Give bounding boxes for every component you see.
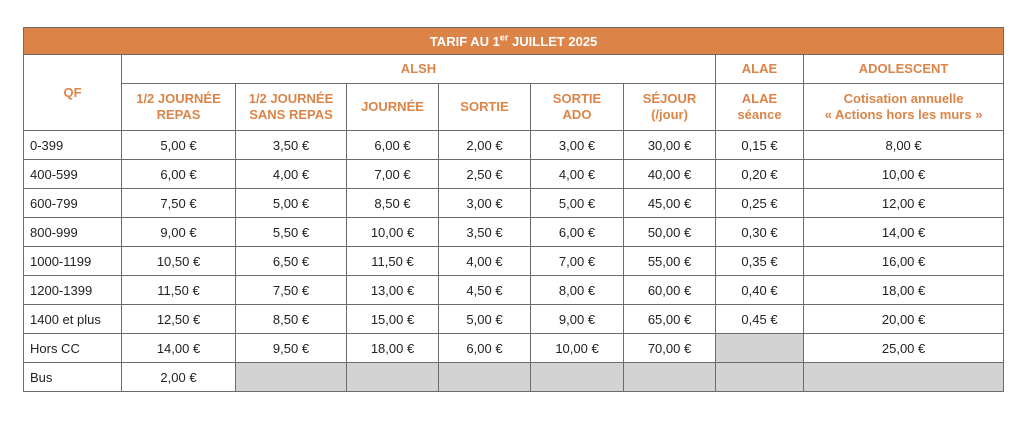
header-line: ADO — [562, 107, 592, 122]
price-cell: 4,00 € — [236, 160, 347, 189]
col-journee — [347, 84, 439, 131]
price-cell: 14,00 € — [122, 334, 236, 363]
price-cell: 3,50 € — [439, 218, 531, 247]
empty-cell — [236, 363, 347, 392]
table-row — [24, 276, 1004, 305]
price-cell: 9,00 € — [122, 218, 236, 247]
price-cell: 4,50 € — [439, 276, 531, 305]
tariff-rows — [24, 131, 1004, 392]
price-cell: 0,45 € — [716, 305, 804, 334]
price-cell: 30,00 € — [624, 131, 716, 160]
header-line: JOURNÉE — [361, 99, 424, 114]
alae-group-header: ALAE — [716, 55, 804, 84]
price-cell: 6,00 € — [347, 131, 439, 160]
header-line: « Actions hors les murs » — [824, 107, 983, 122]
price-cell: 8,50 € — [236, 305, 347, 334]
table-row — [24, 131, 1004, 160]
table-row — [24, 334, 1004, 363]
price-cell: 11,50 € — [122, 276, 236, 305]
price-cell: 8,00 € — [804, 131, 1004, 160]
price-cell: 5,00 € — [439, 305, 531, 334]
col-demi-journee-sans-repas — [236, 84, 347, 131]
price-cell: 0,15 € — [716, 131, 804, 160]
ado-group-header: ADOLESCENT — [804, 55, 1004, 84]
empty-cell — [347, 363, 439, 392]
price-cell: 5,00 € — [236, 189, 347, 218]
price-cell: 8,50 € — [347, 189, 439, 218]
price-cell: 11,50 € — [347, 247, 439, 276]
price-cell: 25,00 € — [804, 334, 1004, 363]
col-sejour — [624, 84, 716, 131]
qf-cell: 800-999 — [24, 218, 122, 247]
price-cell: 13,00 € — [347, 276, 439, 305]
price-cell: 10,50 € — [122, 247, 236, 276]
price-cell: 3,50 € — [236, 131, 347, 160]
qf-cell: Bus — [24, 363, 122, 392]
empty-cell — [531, 363, 624, 392]
price-cell: 18,00 € — [347, 334, 439, 363]
price-cell: 70,00 € — [624, 334, 716, 363]
header-line: (/jour) — [651, 107, 688, 122]
title-superscript: er — [499, 32, 509, 43]
price-cell: 9,00 € — [531, 305, 624, 334]
price-cell: 2,50 € — [439, 160, 531, 189]
price-cell: 10,00 € — [531, 334, 624, 363]
qf-cell: 1200-1399 — [24, 276, 122, 305]
price-cell: 0,40 € — [716, 276, 804, 305]
title-suffix: JUILLET 2025 — [508, 33, 598, 49]
table-row — [24, 363, 1004, 392]
table-row — [24, 160, 1004, 189]
tariff-table — [23, 27, 1004, 392]
price-cell: 10,00 € — [347, 218, 439, 247]
price-cell: 4,00 € — [439, 247, 531, 276]
col-sortie-ado — [531, 84, 624, 131]
price-cell: 2,00 € — [439, 131, 531, 160]
price-cell: 0,30 € — [716, 218, 804, 247]
price-cell: 0,20 € — [716, 160, 804, 189]
price-cell: 12,50 € — [122, 305, 236, 334]
title-prefix: TARIF AU 1 — [429, 33, 500, 49]
price-cell: 5,50 € — [236, 218, 347, 247]
price-cell: 2,00 € — [122, 363, 236, 392]
price-cell: 9,50 € — [236, 334, 347, 363]
price-cell: 6,00 € — [122, 160, 236, 189]
table-row — [24, 189, 1004, 218]
header-line: REPAS — [156, 107, 201, 122]
price-cell: 14,00 € — [804, 218, 1004, 247]
price-cell: 5,00 € — [531, 189, 624, 218]
header-line: SANS REPAS — [249, 107, 333, 122]
price-cell: 15,00 € — [347, 305, 439, 334]
empty-cell — [439, 363, 531, 392]
price-cell: 8,00 € — [531, 276, 624, 305]
col-sortie — [439, 84, 531, 131]
price-cell: 10,00 € — [804, 160, 1004, 189]
qf-cell: 1000-1199 — [24, 247, 122, 276]
price-cell: 18,00 € — [804, 276, 1004, 305]
empty-cell — [624, 363, 716, 392]
col-cotisation — [804, 84, 1004, 131]
price-cell: 40,00 € — [624, 160, 716, 189]
header-line: Cotisation annuelle — [843, 91, 964, 106]
price-cell: 20,00 € — [804, 305, 1004, 334]
table-row — [24, 247, 1004, 276]
header-line: 1/2 JOURNÉE — [248, 91, 334, 106]
price-cell: 6,00 € — [531, 218, 624, 247]
price-cell: 5,00 € — [122, 131, 236, 160]
price-cell: 7,00 € — [347, 160, 439, 189]
price-cell: 12,00 € — [804, 189, 1004, 218]
header-line: ALAE — [741, 91, 778, 106]
price-cell: 6,50 € — [236, 247, 347, 276]
qf-header: QF — [24, 55, 122, 131]
header-line: séance — [737, 107, 782, 122]
col-alae-seance — [716, 84, 804, 131]
alsh-group-header: ALSH — [122, 55, 716, 84]
price-cell: 3,00 € — [439, 189, 531, 218]
qf-cell: Hors CC — [24, 334, 122, 363]
table-row — [24, 305, 1004, 334]
price-cell: 7,00 € — [531, 247, 624, 276]
empty-cell — [716, 334, 804, 363]
price-cell: 0,25 € — [716, 189, 804, 218]
header-line: SORTIE — [552, 91, 602, 106]
price-cell: 4,00 € — [531, 160, 624, 189]
empty-cell — [804, 363, 1004, 392]
price-cell: 50,00 € — [624, 218, 716, 247]
qf-cell: 0-399 — [24, 131, 122, 160]
price-cell: 65,00 € — [624, 305, 716, 334]
table-title — [24, 28, 1004, 55]
price-cell: 16,00 € — [804, 247, 1004, 276]
qf-cell: 400-599 — [24, 160, 122, 189]
header-line: SÉJOUR — [642, 91, 697, 106]
price-cell: 55,00 € — [624, 247, 716, 276]
price-cell: 0,35 € — [716, 247, 804, 276]
price-cell: 6,00 € — [439, 334, 531, 363]
price-cell: 7,50 € — [122, 189, 236, 218]
col-demi-journee-repas — [122, 84, 236, 131]
price-cell: 60,00 € — [624, 276, 716, 305]
price-cell: 45,00 € — [624, 189, 716, 218]
empty-cell — [716, 363, 804, 392]
header-line: 1/2 JOURNÉE — [136, 91, 221, 106]
qf-cell: 600-799 — [24, 189, 122, 218]
price-cell: 7,50 € — [236, 276, 347, 305]
qf-cell: 1400 et plus — [24, 305, 122, 334]
price-cell: 3,00 € — [531, 131, 624, 160]
table-row — [24, 218, 1004, 247]
header-line: SORTIE — [460, 99, 509, 114]
